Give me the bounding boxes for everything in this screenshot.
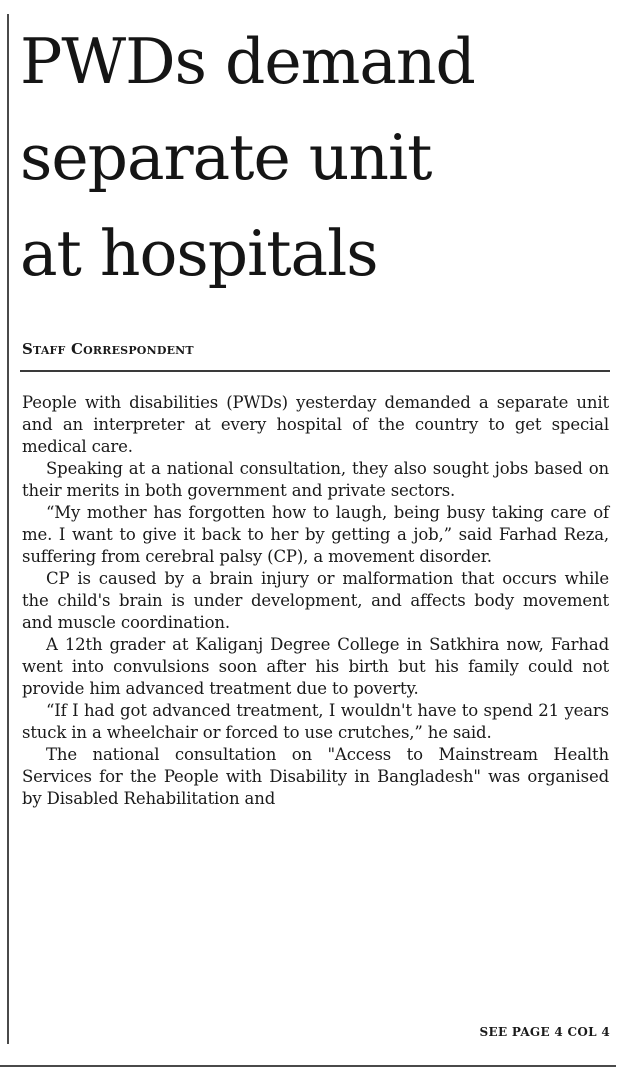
headline-line-3: at hospitals bbox=[20, 217, 378, 290]
article-paragraph-1: People with disabilities (PWDs) yesterday demanded a separate unit and an interpreter at every hospital of the country to get special medical care. bbox=[22, 393, 609, 456]
byline-divider bbox=[20, 370, 610, 372]
continuation-jump: SEE PAGE 4 COL 4 bbox=[479, 1025, 610, 1039]
article-body bbox=[22, 392, 609, 810]
article-paragraph-7: The national consultation on "Access to Mainstream Health Services for the People with Disability in Bangladesh" was organised by Disabled Rehabilitation and bbox=[22, 745, 609, 808]
article-paragraph-3: “My mother has forgotten how to laugh, being busy taking care of me. I want to give it back to her by getting a job,” said Farhad Reza, suffering from cerebral palsy (CP), a movement disorder. bbox=[22, 503, 609, 566]
article-paragraph-4: CP is caused by a brain injury or malformation that occurs while the child's brain is under development, and affects body movement and muscle coordination. bbox=[22, 569, 609, 632]
byline: Staff Correspondent bbox=[22, 340, 194, 358]
headline bbox=[20, 14, 615, 302]
bottom-rule bbox=[0, 1065, 616, 1067]
headline-line-1: PWDs demand bbox=[20, 25, 475, 98]
article-paragraph-2: Speaking at a national consultation, they also sought jobs based on their merits in both government and private sectors. bbox=[22, 459, 609, 500]
column-left-rule bbox=[7, 14, 9, 1044]
article-paragraph-5: A 12th grader at Kaliganj Degree College in Satkhira now, Farhad went into convulsions soon after his birth but his family could not provide him advanced treatment due to poverty. bbox=[22, 635, 609, 698]
headline-line-2: separate unit bbox=[20, 121, 432, 194]
article-paragraph-6: “If I had got advanced treatment, I wouldn't have to spend 21 years stuck in a wheelchair or forced to use crutches,” he said. bbox=[22, 701, 609, 742]
